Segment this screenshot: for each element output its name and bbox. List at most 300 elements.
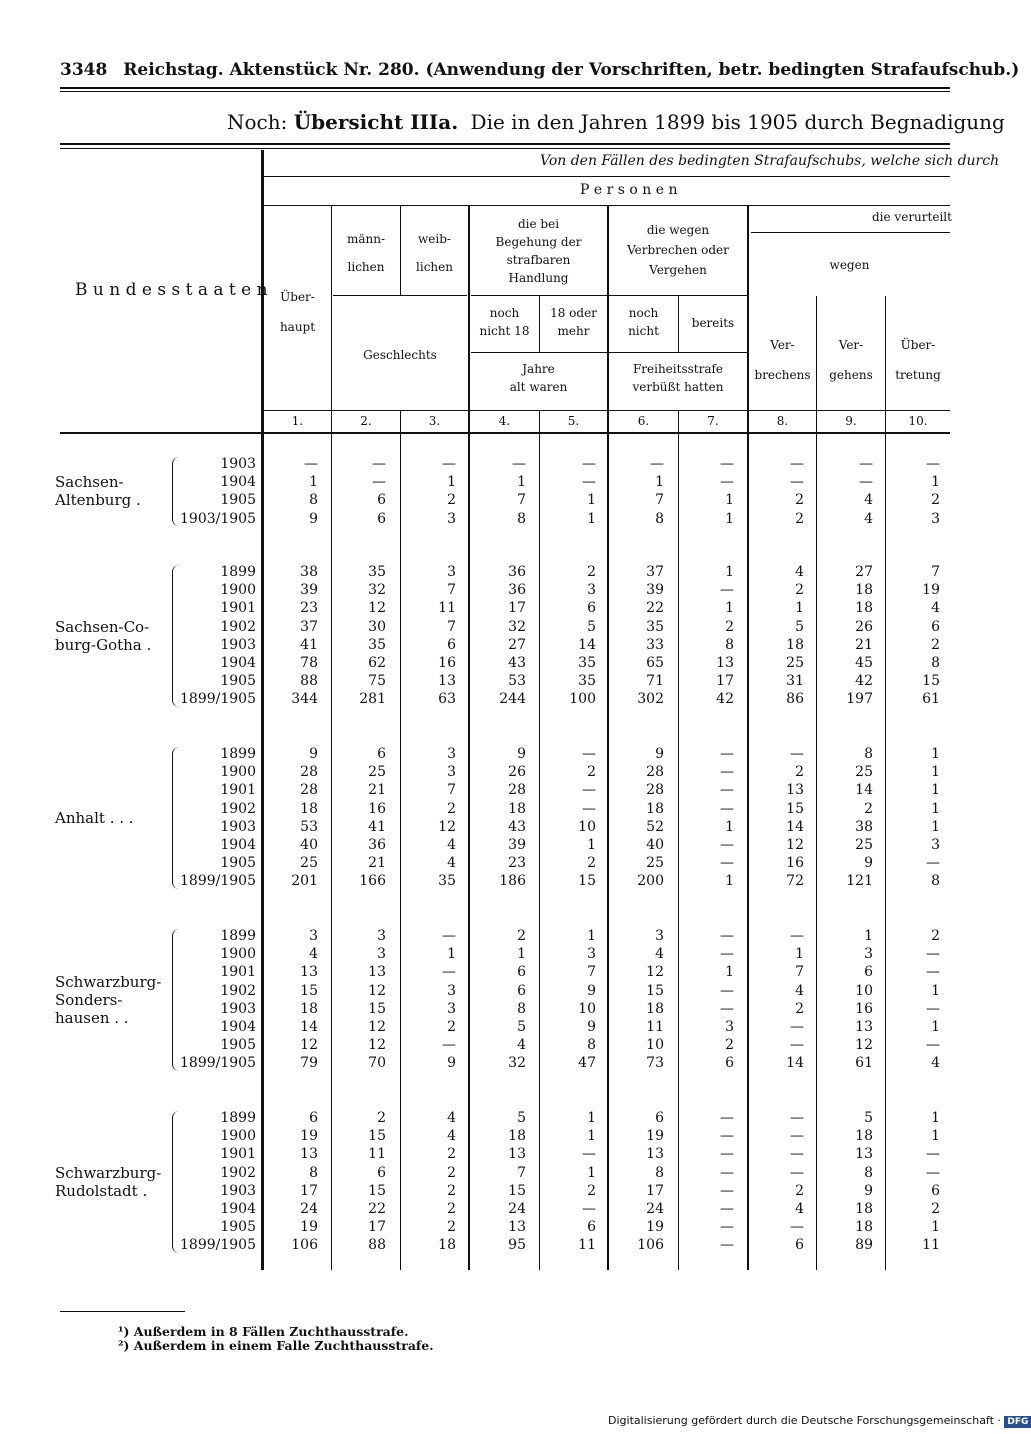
table-cell: — <box>790 1164 804 1181</box>
row-year: 1904 <box>220 837 256 853</box>
table-cell: 24 <box>300 1201 318 1217</box>
col-18-oder-mehr-header: 18 oder mehr <box>550 306 597 338</box>
table-cell: 18 <box>508 800 526 817</box>
personen-header: P e r s o n e n <box>580 182 678 198</box>
table-cell: 2 <box>517 928 526 944</box>
table-cell: 16 <box>855 1000 873 1017</box>
table-cell: 35 <box>438 873 456 890</box>
table-cell: 19 <box>922 582 940 599</box>
row-year: 1899/1905 <box>180 873 256 890</box>
table-cell: — <box>442 456 456 472</box>
table-cell: 2 <box>587 564 596 580</box>
table-cell: 1 <box>725 873 734 890</box>
table-cell: 12 <box>300 1037 318 1054</box>
table-cell: 200 <box>637 873 664 890</box>
table-cell: 9 <box>587 1019 596 1035</box>
table-cell: 1 <box>447 474 456 491</box>
row-year: 1903 <box>220 818 256 835</box>
table-cell: 11 <box>922 1237 940 1254</box>
table-cell: — <box>926 946 940 963</box>
column-number: 8. <box>776 414 789 428</box>
row-year: 1902 <box>220 982 256 999</box>
table-cell: 1 <box>931 982 940 999</box>
table-cell: 1 <box>931 1110 940 1126</box>
freiheitsstrafe-header: Freiheitsstrafe verbüßt hatten <box>632 362 724 394</box>
table-cell: 70 <box>368 1055 386 1072</box>
table-cell: — <box>442 928 456 944</box>
column-number: 2. <box>360 414 372 428</box>
table-cell: 8 <box>931 655 940 671</box>
table-cell: 9 <box>864 855 873 872</box>
state-name-line: Schwarzburg- <box>55 1163 162 1182</box>
footnote-2: ²) Außerdem in einem Falle Zuchthausstrafe. <box>118 1338 434 1353</box>
stub-header: B u n d e s s t a a t e n <box>75 280 268 300</box>
table-cell: 40 <box>646 837 664 853</box>
table-cell: 7 <box>447 618 456 635</box>
table-cell: — <box>720 582 734 599</box>
table-cell: 2 <box>725 1037 734 1054</box>
footnotes <box>118 1325 434 1353</box>
table-cell: 12 <box>368 982 386 999</box>
table-cell: 1 <box>931 474 940 491</box>
state-name-line: Sachsen-Co- <box>55 617 150 636</box>
column-number: 5. <box>567 414 580 428</box>
table-cell: 15 <box>300 982 318 999</box>
table-cell: 4 <box>447 1110 456 1126</box>
table-cell: — <box>790 1037 804 1054</box>
table-cell: 1 <box>725 564 734 580</box>
table-cell: 2 <box>795 510 804 527</box>
table-cell: 28 <box>508 782 526 799</box>
table-cell: 8 <box>655 510 664 527</box>
table-cell: — <box>790 456 804 472</box>
table-cell: 2 <box>587 1182 596 1199</box>
table-cell: 95 <box>508 1237 526 1254</box>
table-cell: 14 <box>855 782 873 799</box>
table-cell: 26 <box>508 764 526 781</box>
table-cell: 3 <box>587 946 596 963</box>
table-cell: — <box>582 800 596 817</box>
col-ueberhaupt-header: Über- haupt <box>279 290 316 334</box>
row-year: 1900 <box>220 1128 256 1145</box>
table-cell: 18 <box>300 1000 318 1017</box>
table-cell: 344 <box>291 691 318 708</box>
table-cell: 19 <box>300 1128 318 1145</box>
table-title <box>227 110 1005 134</box>
table-cell: 2 <box>795 492 804 509</box>
footnote-rule <box>60 1311 185 1312</box>
table-cell: 8 <box>587 1037 596 1054</box>
table-cell: — <box>582 1146 596 1163</box>
wegen-header: wegen <box>829 258 870 272</box>
table-cell: 53 <box>300 818 318 835</box>
table-cell: 1 <box>795 946 804 963</box>
table-cell: — <box>582 782 596 799</box>
table-cell: 2 <box>447 1201 456 1217</box>
row-year: 1904 <box>220 655 256 671</box>
col-noch-nicht-18-header: noch nicht 18 <box>479 306 530 338</box>
row-year: 1899/1905 <box>180 1055 256 1072</box>
row-year: 1905 <box>220 855 256 872</box>
table-cell: — <box>926 1000 940 1017</box>
header-rule <box>60 87 950 89</box>
table-cell: 12 <box>368 600 386 617</box>
table-cell: 100 <box>569 691 596 708</box>
table-cell: 6 <box>309 1110 318 1126</box>
table-cell: 14 <box>786 1055 804 1072</box>
table-cell: 45 <box>855 655 873 671</box>
title-rest: Die in den Jahren 1899 bis 1905 durch Begnadigung <box>470 110 1005 134</box>
table-cell: 3 <box>655 928 664 944</box>
table-cell: — <box>442 1037 456 1054</box>
table-cell: 17 <box>368 1219 386 1236</box>
table-cell: — <box>720 1201 734 1217</box>
table-cell: 13 <box>716 655 734 671</box>
col-verurteilt-header: die verurteilt <box>872 210 952 224</box>
table-cell: 4 <box>447 837 456 853</box>
table-cell: — <box>582 746 596 762</box>
table-cell: 3 <box>447 764 456 781</box>
table-cell: 41 <box>368 818 386 835</box>
table-cell: 72 <box>786 873 804 890</box>
table-cell: 13 <box>508 1146 526 1163</box>
table-cell: 38 <box>300 564 318 580</box>
table-cell: 41 <box>300 636 318 653</box>
table-cell: 6 <box>795 1237 804 1254</box>
table-cell: — <box>720 837 734 853</box>
table-cell: 43 <box>508 818 526 835</box>
table-cell: — <box>304 456 318 472</box>
table-cell: 201 <box>291 873 318 890</box>
table-cell: 6 <box>377 492 386 509</box>
row-year: 1904 <box>220 1019 256 1035</box>
table-cell: 35 <box>578 655 596 671</box>
table-cell: 35 <box>368 564 386 580</box>
table-cell: 8 <box>309 492 318 509</box>
table-cell: 18 <box>646 1000 664 1017</box>
table-cell: 2 <box>447 1182 456 1199</box>
table-cell: 18 <box>786 636 804 653</box>
table-cell: 244 <box>499 691 526 708</box>
row-year: 1899 <box>220 746 256 762</box>
table-cell: 4 <box>517 1037 526 1054</box>
table-cell: 4 <box>864 510 873 527</box>
row-year: 1899 <box>220 564 256 580</box>
table-cell: 17 <box>716 673 734 690</box>
row-year: 1901 <box>220 1146 256 1163</box>
row-year: 1903 <box>220 456 256 472</box>
table-cell: — <box>790 746 804 762</box>
table-cell: 6 <box>864 964 873 981</box>
table-cell: 40 <box>300 837 318 853</box>
table-cell: 1 <box>931 746 940 762</box>
col-noch-nicht-header: noch nicht <box>628 306 659 338</box>
table-cell: 10 <box>646 1037 664 1054</box>
table-cell: 7 <box>517 1164 526 1181</box>
row-year: 1903 <box>220 636 256 653</box>
table-cell: 38 <box>855 818 873 835</box>
table-cell: 13 <box>786 782 804 799</box>
table-cell: 1 <box>931 764 940 781</box>
table-cell: 14 <box>578 636 596 653</box>
table-cell: 3 <box>725 1019 734 1035</box>
table-cell: 6 <box>377 1164 386 1181</box>
table-cell: — <box>582 474 596 491</box>
table-cell: 3 <box>864 946 873 963</box>
table-cell: — <box>582 456 596 472</box>
col-vergehens-header: Ver- gehens <box>829 338 873 382</box>
table-cell: 4 <box>447 855 456 872</box>
table-cell: 71 <box>646 673 664 690</box>
table-cell: 18 <box>300 800 318 817</box>
table-cell: — <box>720 456 734 472</box>
table-cell: 3 <box>377 928 386 944</box>
table-cell: 10 <box>578 1000 596 1017</box>
state-name-line: Altenburg . <box>55 491 141 510</box>
table-cell: 4 <box>447 1128 456 1145</box>
row-year: 1901 <box>220 964 256 981</box>
table-cell: 23 <box>508 855 526 872</box>
table-cell: 62 <box>368 655 386 671</box>
state-name-line: burg-Gotha . <box>55 635 152 654</box>
table-cell: 2 <box>795 1000 804 1017</box>
row-year: 1905 <box>220 492 256 509</box>
table-cell: — <box>720 474 734 491</box>
table-cell: 1 <box>517 946 526 963</box>
running-header <box>60 60 1019 80</box>
table-cell: 1 <box>587 510 596 527</box>
col-bereits-header: bereits <box>691 316 735 330</box>
table-cell: 8 <box>517 510 526 527</box>
table-cell: 18 <box>855 1201 873 1217</box>
column-number: 3. <box>428 414 441 428</box>
col-verbrechen-header: die wegen Verbrechen oder Vergehen <box>627 223 729 277</box>
state-name-line: Sachsen- <box>55 473 124 492</box>
table-cell: 12 <box>786 837 804 853</box>
table-cell: 25 <box>855 764 873 781</box>
row-year: 1899/1905 <box>180 1237 256 1254</box>
table-cell: — <box>790 1128 804 1145</box>
table-cell: 13 <box>438 673 456 690</box>
table-cell: 15 <box>368 1128 386 1145</box>
geschlechts-header: Geschlechts <box>363 348 437 362</box>
table-cell: 35 <box>368 636 386 653</box>
table-cell: 19 <box>646 1128 664 1145</box>
table-cell: 6 <box>655 1110 664 1126</box>
table-cell: 9 <box>309 746 318 762</box>
row-year: 1905 <box>220 1037 256 1054</box>
table-cell: 19 <box>646 1219 664 1236</box>
table-cell: 11 <box>578 1237 596 1254</box>
table-cell: 6 <box>377 510 386 527</box>
table-cell: 2 <box>447 1019 456 1035</box>
table-cell: 36 <box>508 564 526 580</box>
table-cell: 35 <box>578 673 596 690</box>
table-cell: 3 <box>447 510 456 527</box>
table-cell: 2 <box>931 492 940 509</box>
table-cell: 18 <box>438 1237 456 1254</box>
table-cell: 7 <box>517 492 526 509</box>
table-cell: 31 <box>786 673 804 690</box>
table-cell: 7 <box>447 782 456 799</box>
table-cell: 12 <box>438 818 456 835</box>
table-cell: 106 <box>291 1237 318 1254</box>
table-cell: 8 <box>864 1164 873 1181</box>
table-cell: 4 <box>931 1055 940 1072</box>
table-cell: 3 <box>309 928 318 944</box>
table-cell: 32 <box>508 1055 526 1072</box>
table-cell: 16 <box>438 655 456 671</box>
table-cell: 53 <box>508 673 526 690</box>
table-cell: 32 <box>368 582 386 599</box>
table-cell: 52 <box>646 818 664 835</box>
title-bold: Übersicht IIIa. <box>293 110 459 134</box>
table-cell: 78 <box>300 655 318 671</box>
row-year: 1900 <box>220 946 256 963</box>
state-name <box>55 473 141 509</box>
table-cell: 13 <box>368 964 386 981</box>
table-cell: — <box>512 456 526 472</box>
table-cell: — <box>650 456 664 472</box>
table-cell: 12 <box>368 1037 386 1054</box>
table-cell: 26 <box>855 618 873 635</box>
table-cell: 43 <box>508 655 526 671</box>
table-cell: 1 <box>931 818 940 835</box>
table-cell: 15 <box>368 1000 386 1017</box>
table-cell: — <box>720 1000 734 1017</box>
table-cell: 21 <box>368 855 386 872</box>
table-cell: 12 <box>855 1037 873 1054</box>
table-cell: 281 <box>359 691 386 708</box>
table-cell: 1 <box>931 782 940 799</box>
table-cell: 15 <box>786 800 804 817</box>
table-cell: 2 <box>864 800 873 817</box>
table-cell: 39 <box>508 837 526 853</box>
table-cell: — <box>720 1128 734 1145</box>
jahre-alt-header: Jahre alt waren <box>509 362 568 394</box>
table-cell: 1 <box>931 800 940 817</box>
col-uebertretung-header: Über- tretung <box>895 338 941 382</box>
table-cell: 6 <box>517 964 526 981</box>
table-cell: 1 <box>931 1219 940 1236</box>
row-year: 1901 <box>220 782 256 799</box>
table-cell: — <box>926 855 940 872</box>
table-cell: 6 <box>587 600 596 617</box>
table-cell: 18 <box>855 582 873 599</box>
table-cell: 1 <box>725 510 734 527</box>
table-cell: 1 <box>309 474 318 491</box>
table-cell: 18 <box>646 800 664 817</box>
table-cell: 89 <box>855 1237 873 1254</box>
table-cell: 1 <box>795 600 804 617</box>
table-cell: 18 <box>855 1128 873 1145</box>
top-header: Von den Fällen des bedingten Strafaufschubs, welche sich durch <box>540 153 1000 169</box>
table-cell: 1 <box>725 492 734 509</box>
table-cell: — <box>790 474 804 491</box>
table-cell: 33 <box>646 636 664 653</box>
table-cell: — <box>859 456 873 472</box>
table-cell: 186 <box>499 873 526 890</box>
table-cell: — <box>720 1164 734 1181</box>
table-cell: 7 <box>931 564 940 580</box>
table-cell: 65 <box>646 655 664 671</box>
table-cell: 121 <box>846 873 873 890</box>
table-cell: 3 <box>447 982 456 999</box>
table-cell: 6 <box>517 982 526 999</box>
table-cell: 3 <box>931 510 940 527</box>
table-cell: 15 <box>646 982 664 999</box>
table-cell: 21 <box>855 636 873 653</box>
table-cell: 7 <box>795 964 804 981</box>
table-cell: 39 <box>646 582 664 599</box>
table-cell: 2 <box>795 582 804 599</box>
table-cell: 12 <box>646 964 664 981</box>
table-cell: — <box>720 928 734 944</box>
col-maennlich-header: männ- lichen <box>346 232 386 274</box>
table-cell: — <box>926 1146 940 1163</box>
table-cell: 14 <box>786 818 804 835</box>
table-cell: 42 <box>855 673 873 690</box>
table-cell: — <box>790 1219 804 1236</box>
table-cell: 14 <box>300 1019 318 1035</box>
column-number: 9. <box>845 414 857 428</box>
table-cell: 79 <box>300 1055 318 1072</box>
table-cell: 9 <box>655 746 664 762</box>
table-cell: 25 <box>855 837 873 853</box>
table-cell: 6 <box>377 746 386 762</box>
table-cell: — <box>790 928 804 944</box>
row-year: 1900 <box>220 764 256 781</box>
table-cell: 16 <box>786 855 804 872</box>
column-number: 1. <box>291 414 304 428</box>
table-cell: 2 <box>447 1164 456 1181</box>
table-cell: 22 <box>368 1201 386 1217</box>
table-cell: 17 <box>646 1182 664 1199</box>
table-cell: 61 <box>855 1055 873 1072</box>
table-cell: 5 <box>795 618 804 635</box>
table-cell: 17 <box>508 600 526 617</box>
state-name-line: hausen . . <box>55 1008 129 1027</box>
table-cell: 27 <box>508 636 526 653</box>
table-cell: — <box>790 1019 804 1035</box>
row-year: 1899 <box>220 928 256 944</box>
row-year: 1903/1905 <box>180 510 256 527</box>
table-top-rule-thin <box>60 148 950 149</box>
table-cell: 4 <box>864 492 873 509</box>
table-cell: 22 <box>646 600 664 617</box>
table-cell: 39 <box>300 582 318 599</box>
table-cell: 42 <box>716 691 734 708</box>
footnote-1: ¹) Außerdem in 8 Fällen Zuchthausstrafe. <box>118 1324 409 1339</box>
table-cell: 4 <box>795 1201 804 1217</box>
table-cell: — <box>372 456 386 472</box>
table-cell: 2 <box>931 928 940 944</box>
table-cell: 3 <box>377 946 386 963</box>
table-cell: 30 <box>368 618 386 635</box>
table-cell: — <box>926 456 940 472</box>
table-cell: 36 <box>508 582 526 599</box>
table-cell: 2 <box>377 1110 386 1126</box>
table-cell: 302 <box>637 691 664 708</box>
table-cell: 6 <box>725 1055 734 1072</box>
footer-text: Digitalisierung gefördert durch die Deutsche Forschungsgemeinschaft · <box>608 1414 1001 1427</box>
table-cell: 9 <box>447 1055 456 1072</box>
table-cell: — <box>720 782 734 799</box>
table-cell: 28 <box>300 782 318 799</box>
row-year: 1903 <box>220 1182 256 1199</box>
table-cell: 11 <box>646 1019 664 1035</box>
table-cell: 17 <box>300 1182 318 1199</box>
